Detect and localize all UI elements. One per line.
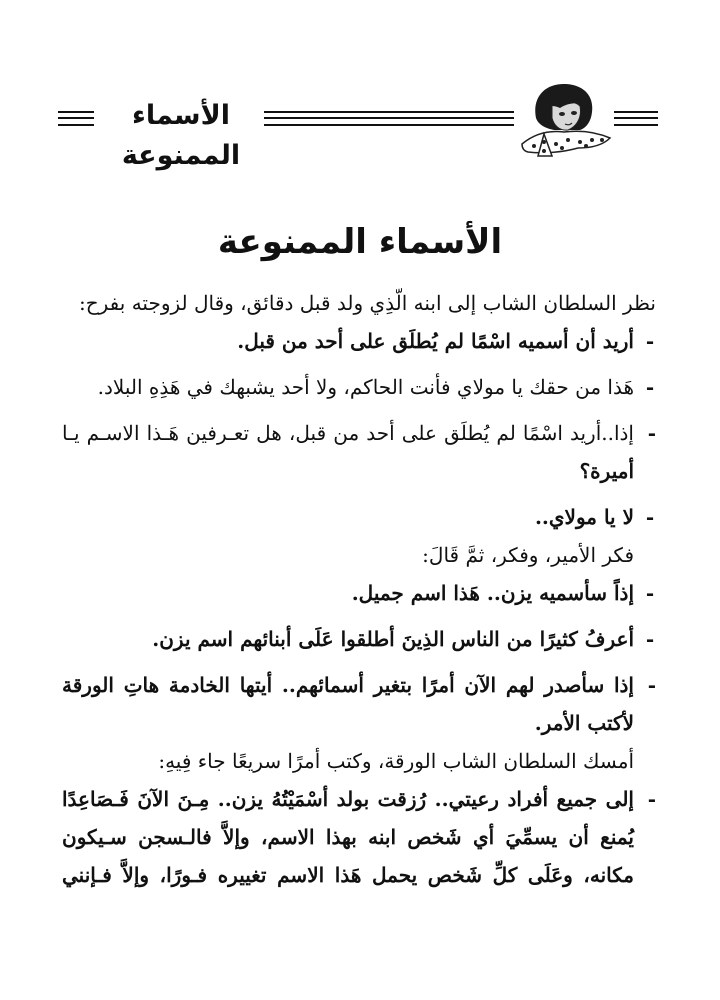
dialogue-line bbox=[62, 666, 656, 704]
dialogue-line bbox=[62, 368, 656, 406]
dash-bullet: - bbox=[645, 375, 655, 399]
dialogue-text: إذاً سأسميه يزن.. هَذا اسم جميل. bbox=[351, 581, 634, 605]
girl-illustration-icon bbox=[514, 78, 614, 158]
paragraph-line: فكر الأمير، وفكر، ثمَّ قَالَ: bbox=[422, 543, 634, 567]
dash-bullet: - bbox=[647, 787, 656, 811]
header-rule-left bbox=[58, 111, 94, 126]
dialogue-line bbox=[62, 780, 656, 818]
paragraph-line: أمسك السلطان الشاب الورقة، وكتب أمرًا سريعًا جاء فِيهِ: bbox=[158, 749, 634, 773]
header-rule-right bbox=[614, 111, 658, 126]
dash-bullet: - bbox=[647, 673, 656, 697]
dash-bullet: - bbox=[645, 329, 655, 353]
dialogue-text: إذا..أريد اسْمًا لم يُطلَق على أحد من قبل، هل تعـرفين هَـذا الاسـم يـا bbox=[62, 421, 634, 445]
running-header bbox=[58, 78, 658, 171]
dialogue-line bbox=[62, 498, 656, 536]
dialogue-text: هَذا من حقك يا مولاي فأنت الحاكم، ولا أحد يشبهك في هَذِهِ البلاد. bbox=[97, 375, 634, 399]
header-rule-middle bbox=[264, 111, 514, 126]
dialogue-continuation: لأكتب الأمر. bbox=[534, 711, 634, 735]
dash-bullet: - bbox=[645, 505, 655, 529]
dialogue-text: إلى جميع أفراد رعيتي.. رُزقت بولد أسْمَيْتُهُ يزن.. مِـنَ الآنَ فَـصَاعِدًا bbox=[62, 787, 634, 811]
dialogue-text: أريد أن أسميه اسْمًا لم يُطلَق على أحد من قبل. bbox=[237, 329, 634, 353]
dialogue-text: أعرفُ كثيرًا من الناس الذِينَ أطلقوا عَلَى أبنائهم اسم يزن. bbox=[152, 627, 634, 651]
dash-bullet: - bbox=[645, 581, 655, 605]
dash-bullet: - bbox=[647, 421, 656, 445]
dialogue-text: إذا سأصدر لهم الآن أمرًا بتغير أسمائهم.. أيتها الخادمة هاتِ الورقة bbox=[62, 673, 634, 697]
chapter-title: الأسماء الممنوعة bbox=[217, 222, 503, 262]
dialogue-text: لا يا مولاي.. bbox=[534, 505, 634, 529]
story-text bbox=[62, 284, 656, 894]
dialogue-continuation: يُمنع أن يسمِّيَ أي شَخص ابنه بهذا الاسم، وإلاَّ فالـسجن سـيكون bbox=[62, 825, 634, 849]
paragraph-line: نظر السلطان الشاب إلى ابنه الّذِي ولد قبل دقائق، وقال لزوجته بفرح: bbox=[78, 291, 656, 315]
dialogue-line bbox=[62, 574, 656, 612]
dialogue-line bbox=[62, 414, 656, 452]
dialogue-continuation: أميرة؟ bbox=[579, 459, 634, 483]
dialogue-line bbox=[62, 620, 656, 658]
dialogue-line bbox=[62, 322, 656, 360]
dash-bullet: - bbox=[645, 627, 655, 651]
running-title: الأسماء الممنوعة bbox=[121, 100, 241, 171]
dialogue-continuation: مكانه، وعَلَى كلِّ شَخص يحمل هَذا الاسم تغييره فـورًا، وإلاَّ فـإنني bbox=[62, 863, 635, 887]
